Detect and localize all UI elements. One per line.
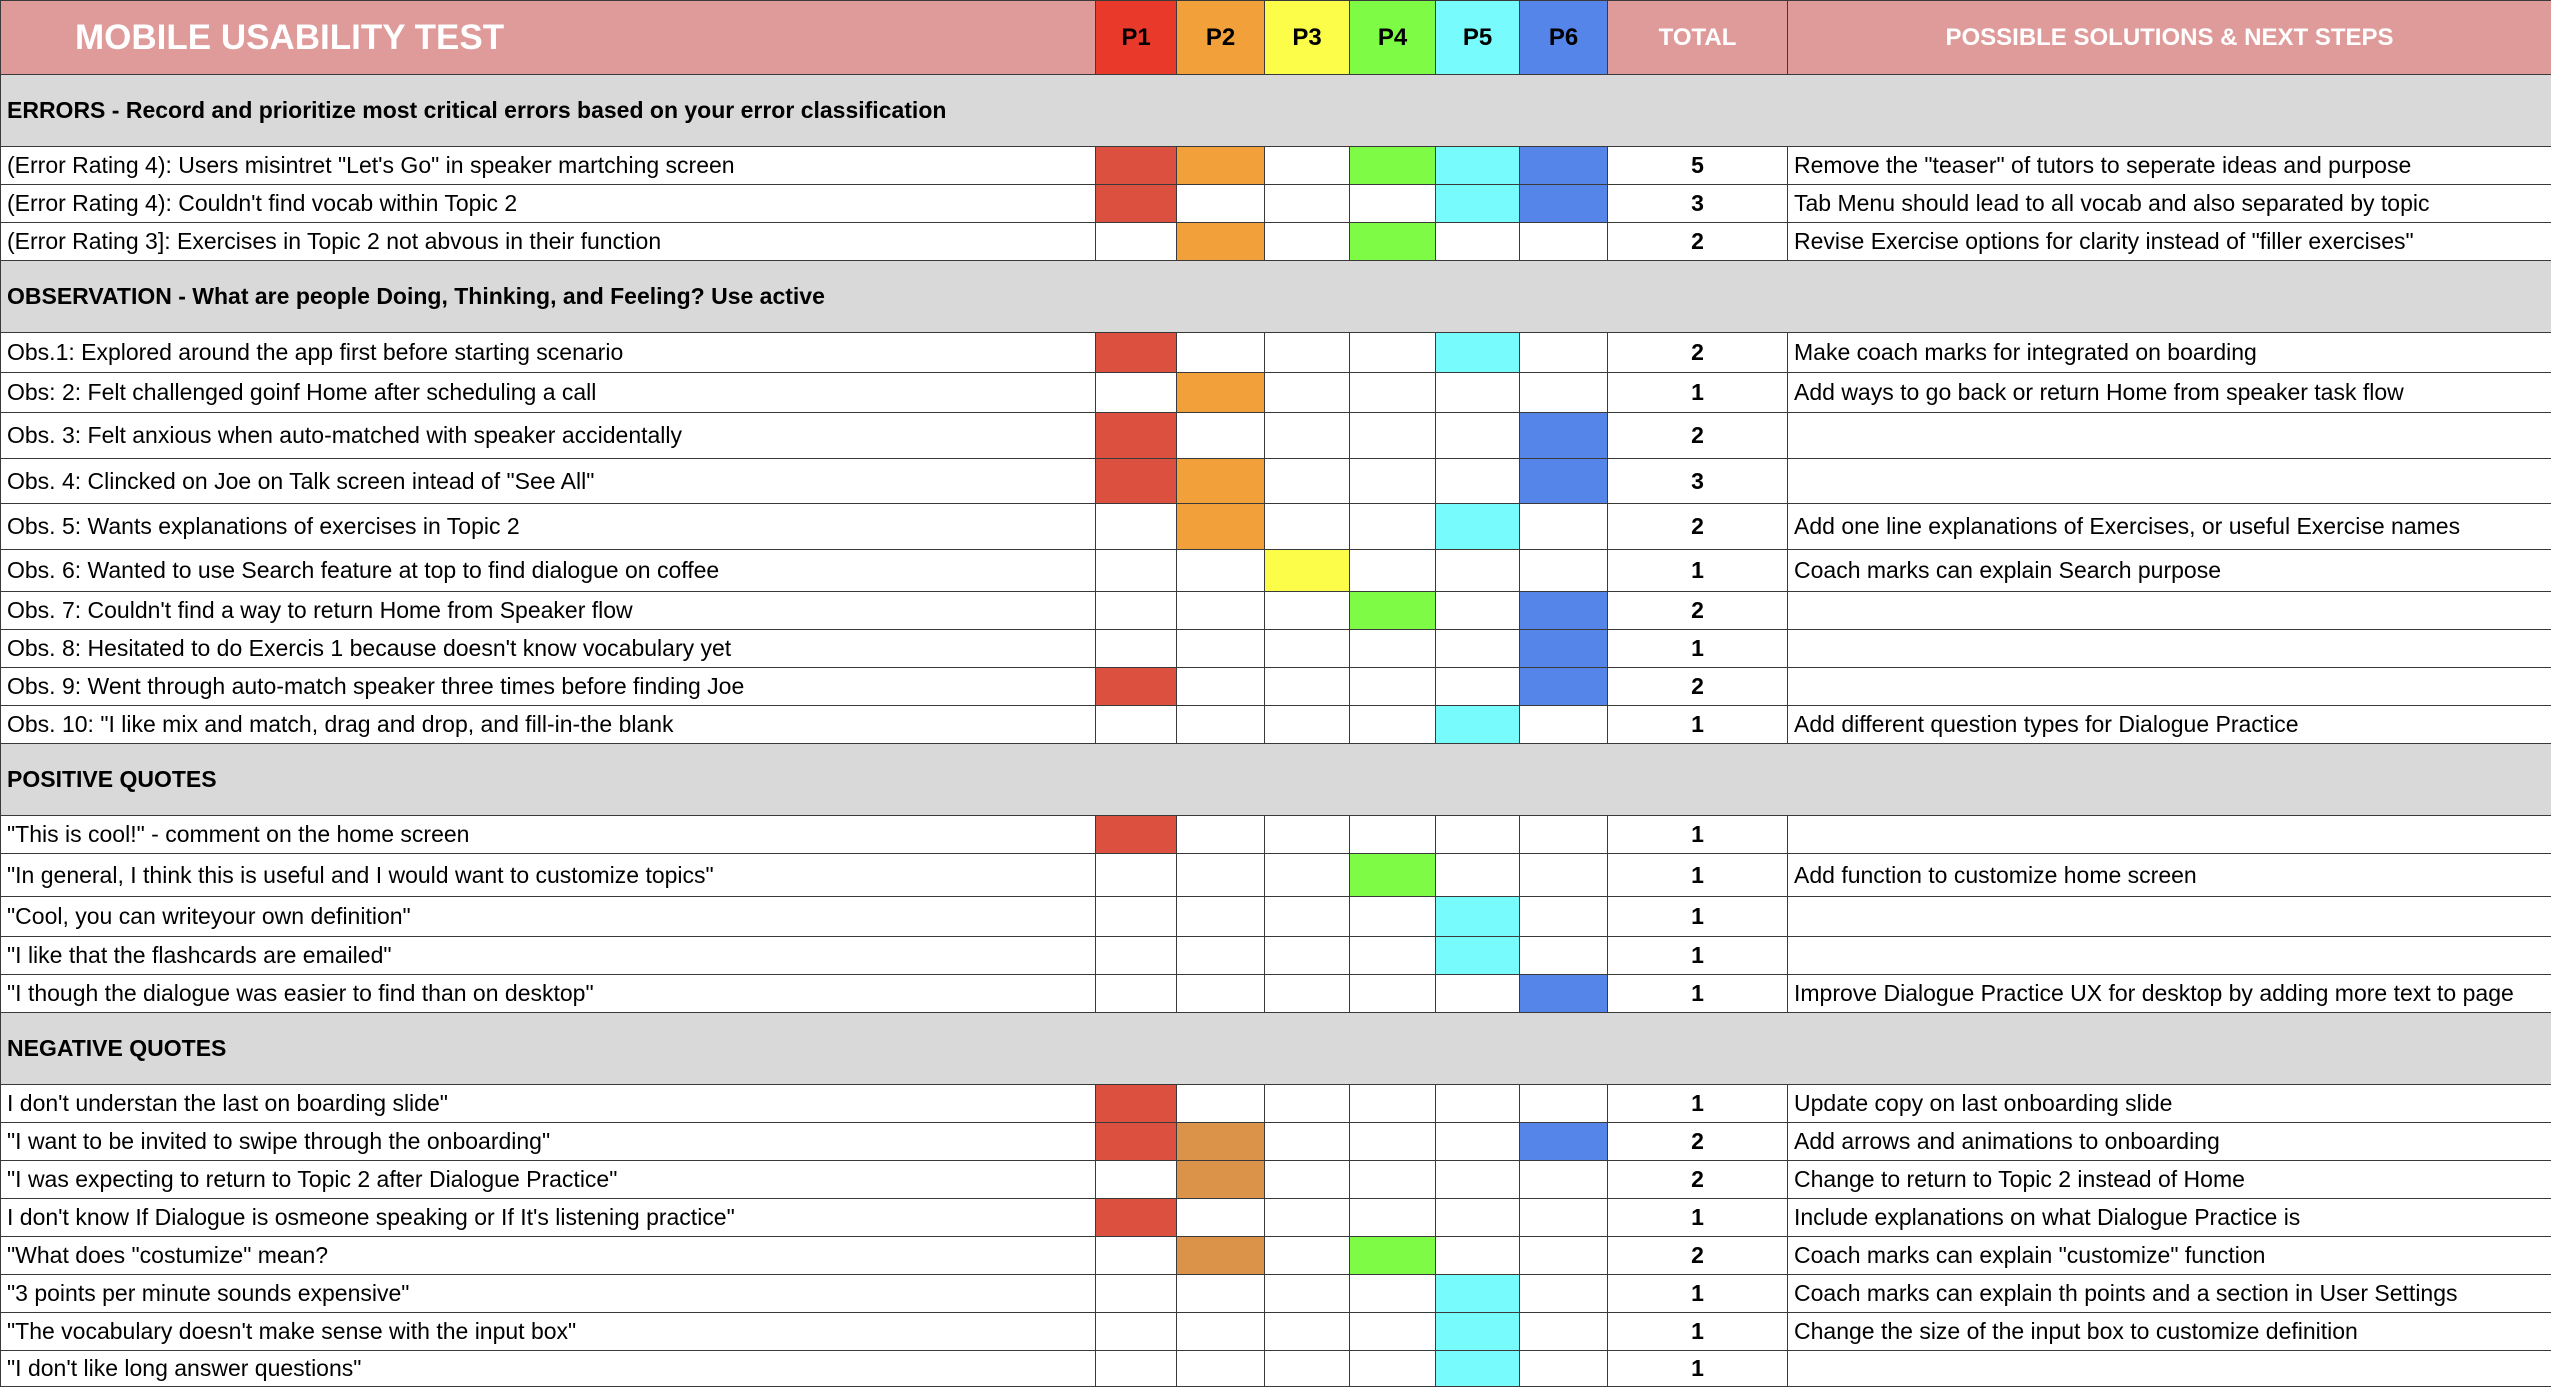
finding-cell[interactable]: Obs. 3: Felt anxious when auto-matched with speaker accidentally — [1, 413, 1096, 459]
participant-mark-p4[interactable] — [1350, 816, 1436, 854]
solution-cell[interactable]: Add arrows and animations to onboarding — [1788, 1123, 2551, 1161]
total-cell[interactable]: 1 — [1608, 1313, 1788, 1351]
participant-mark-p3[interactable] — [1265, 975, 1350, 1013]
participant-mark-p2[interactable] — [1177, 668, 1265, 706]
participant-mark-p5[interactable] — [1436, 1275, 1520, 1313]
total-cell[interactable]: 1 — [1608, 706, 1788, 744]
participant-mark-p5[interactable] — [1436, 147, 1520, 185]
participant-mark-p4[interactable] — [1350, 854, 1436, 897]
table-row — [1, 1123, 2551, 1161]
participant-mark-p3[interactable] — [1265, 937, 1350, 975]
table-row — [1, 1275, 2551, 1313]
solution-cell[interactable]: Update copy on last onboarding slide — [1788, 1085, 2551, 1123]
participant-mark-p5[interactable] — [1436, 592, 1520, 630]
participant-mark-p6[interactable] — [1520, 1275, 1608, 1313]
sheet-title: MOBILE USABILITY TEST — [1, 1, 1096, 75]
total-cell[interactable]: 1 — [1608, 937, 1788, 975]
participant-header-p1[interactable]: P1 — [1096, 1, 1177, 75]
solution-cell[interactable] — [1788, 592, 2551, 630]
total-cell[interactable]: 1 — [1608, 1275, 1788, 1313]
participant-mark-p2[interactable] — [1177, 1123, 1265, 1161]
table-row — [1, 706, 2551, 744]
participant-mark-p1[interactable] — [1096, 1085, 1177, 1123]
finding-cell[interactable]: "What does "costumize" mean? — [1, 1237, 1096, 1275]
total-cell[interactable]: 2 — [1608, 504, 1788, 550]
total-cell[interactable]: 2 — [1608, 223, 1788, 261]
participant-mark-p6[interactable] — [1520, 333, 1608, 373]
solution-cell[interactable]: Tab Menu should lead to all vocab and also separated by topic — [1788, 185, 2551, 223]
participant-mark-p1[interactable] — [1096, 854, 1177, 897]
solution-cell[interactable] — [1788, 459, 2551, 504]
participant-mark-p2[interactable] — [1177, 1237, 1265, 1275]
participant-mark-p3[interactable] — [1265, 147, 1350, 185]
finding-cell[interactable]: (Error Rating 4): Couldn't find vocab within Topic 2 — [1, 185, 1096, 223]
participant-mark-p6[interactable] — [1520, 1313, 1608, 1351]
finding-cell[interactable]: Obs: 2: Felt challenged goinf Home after scheduling a call — [1, 373, 1096, 413]
table-row — [1, 185, 2551, 223]
participant-mark-p2[interactable] — [1177, 706, 1265, 744]
participant-mark-p3[interactable] — [1265, 373, 1350, 413]
participant-mark-p6[interactable] — [1520, 630, 1608, 668]
participant-mark-p4[interactable] — [1350, 1123, 1436, 1161]
participant-mark-p6[interactable] — [1520, 1123, 1608, 1161]
participant-mark-p5[interactable] — [1436, 1161, 1520, 1199]
participant-mark-p2[interactable] — [1177, 1161, 1265, 1199]
total-cell[interactable]: 1 — [1608, 1085, 1788, 1123]
participant-mark-p1[interactable] — [1096, 1123, 1177, 1161]
participant-mark-p2[interactable] — [1177, 897, 1265, 937]
participant-mark-p4[interactable] — [1350, 373, 1436, 413]
table-row — [1, 1237, 2551, 1275]
solution-cell[interactable] — [1788, 630, 2551, 668]
participant-mark-p5[interactable] — [1436, 897, 1520, 937]
total-cell[interactable]: 2 — [1608, 1161, 1788, 1199]
solution-cell[interactable]: Coach marks can explain "customize" function — [1788, 1237, 2551, 1275]
section-row — [1, 1013, 2551, 1085]
participant-mark-p2[interactable] — [1177, 459, 1265, 504]
total-cell[interactable]: 1 — [1608, 550, 1788, 592]
total-cell[interactable]: 5 — [1608, 147, 1788, 185]
finding-cell[interactable]: "The vocabulary doesn't make sense with the input box" — [1, 1313, 1096, 1351]
participant-mark-p4[interactable] — [1350, 223, 1436, 261]
participant-header-p2[interactable]: P2 — [1177, 1, 1265, 75]
solution-cell[interactable]: Remove the "teaser" of tutors to seperate ideas and purpose — [1788, 147, 2551, 185]
participant-mark-p1[interactable] — [1096, 413, 1177, 459]
participant-mark-p4[interactable] — [1350, 333, 1436, 373]
participant-mark-p5[interactable] — [1436, 668, 1520, 706]
participant-mark-p2[interactable] — [1177, 975, 1265, 1013]
total-cell[interactable]: 2 — [1608, 1123, 1788, 1161]
participant-mark-p6[interactable] — [1520, 373, 1608, 413]
total-cell[interactable]: 2 — [1608, 668, 1788, 706]
participant-mark-p6[interactable] — [1520, 459, 1608, 504]
participant-mark-p6[interactable] — [1520, 668, 1608, 706]
participant-mark-p3[interactable] — [1265, 1237, 1350, 1275]
participant-mark-p6[interactable] — [1520, 706, 1608, 744]
participant-mark-p2[interactable] — [1177, 854, 1265, 897]
table-row — [1, 668, 2551, 706]
section-row — [1, 75, 2551, 147]
solution-cell[interactable]: Coach marks can explain Search purpose — [1788, 550, 2551, 592]
finding-cell[interactable]: Obs. 4: Clincked on Joe on Talk screen intead of "See All" — [1, 459, 1096, 504]
participant-mark-p5[interactable] — [1436, 975, 1520, 1013]
finding-cell[interactable]: "I want to be invited to swipe through the onboarding" — [1, 1123, 1096, 1161]
table-row — [1, 223, 2551, 261]
solution-cell[interactable]: Add ways to go back or return Home from speaker task flow — [1788, 373, 2551, 413]
table-row — [1, 592, 2551, 630]
solution-cell[interactable]: Make coach marks for integrated on boarding — [1788, 333, 2551, 373]
participant-mark-p1[interactable] — [1096, 816, 1177, 854]
section-title[interactable]: ERRORS - Record and prioritize most critical errors based on your error classification — [1, 75, 2551, 147]
participant-mark-p3[interactable] — [1265, 550, 1350, 592]
table-row — [1, 897, 2551, 937]
table-row — [1, 937, 2551, 975]
header-row — [1, 1, 2551, 75]
participant-mark-p1[interactable] — [1096, 147, 1177, 185]
table-row — [1, 816, 2551, 854]
participant-mark-p2[interactable] — [1177, 816, 1265, 854]
total-cell[interactable]: 1 — [1608, 373, 1788, 413]
participant-mark-p1[interactable] — [1096, 1275, 1177, 1313]
solution-cell[interactable]: Add function to customize home screen — [1788, 854, 2551, 897]
participant-mark-p5[interactable] — [1436, 1313, 1520, 1351]
participant-mark-p2[interactable] — [1177, 413, 1265, 459]
total-cell[interactable]: 1 — [1608, 1351, 1788, 1387]
participant-mark-p5[interactable] — [1436, 854, 1520, 897]
solution-cell[interactable]: Improve Dialogue Practice UX for desktop by adding more text to page — [1788, 975, 2551, 1013]
participant-mark-p1[interactable] — [1096, 1199, 1177, 1237]
section-title[interactable]: OBSERVATION - What are people Doing, Thinking, and Feeling? Use active — [1, 261, 2551, 333]
total-cell[interactable]: 1 — [1608, 897, 1788, 937]
participant-mark-p1[interactable] — [1096, 550, 1177, 592]
solution-cell[interactable] — [1788, 413, 2551, 459]
participant-mark-p2[interactable] — [1177, 1275, 1265, 1313]
participant-mark-p6[interactable] — [1520, 1351, 1608, 1387]
participant-mark-p6[interactable] — [1520, 185, 1608, 223]
participant-mark-p3[interactable] — [1265, 1161, 1350, 1199]
participant-header-p3[interactable]: P3 — [1265, 1, 1350, 75]
participant-mark-p6[interactable] — [1520, 1199, 1608, 1237]
participant-mark-p6[interactable] — [1520, 975, 1608, 1013]
table-row — [1, 147, 2551, 185]
participant-mark-p4[interactable] — [1350, 1085, 1436, 1123]
participant-header-p6[interactable]: P6 — [1520, 1, 1608, 75]
total-cell[interactable]: 3 — [1608, 185, 1788, 223]
solution-cell[interactable]: Add different question types for Dialogue Practice — [1788, 706, 2551, 744]
participant-mark-p2[interactable] — [1177, 1085, 1265, 1123]
participant-mark-p5[interactable] — [1436, 550, 1520, 592]
finding-cell[interactable]: "In general, I think this is useful and I would want to customize topics" — [1, 854, 1096, 897]
participant-mark-p2[interactable] — [1177, 1313, 1265, 1351]
participant-mark-p3[interactable] — [1265, 668, 1350, 706]
finding-cell[interactable]: "This is cool!" - comment on the home screen — [1, 816, 1096, 854]
participant-mark-p3[interactable] — [1265, 630, 1350, 668]
table-row — [1, 1313, 2551, 1351]
participant-mark-p1[interactable] — [1096, 937, 1177, 975]
participant-mark-p6[interactable] — [1520, 816, 1608, 854]
participant-mark-p1[interactable] — [1096, 185, 1177, 223]
participant-mark-p4[interactable] — [1350, 1275, 1436, 1313]
participant-mark-p5[interactable] — [1436, 1123, 1520, 1161]
solution-cell[interactable]: Change the size of the input box to customize definition — [1788, 1313, 2551, 1351]
participant-mark-p2[interactable] — [1177, 333, 1265, 373]
participant-mark-p2[interactable] — [1177, 373, 1265, 413]
participant-mark-p3[interactable] — [1265, 1275, 1350, 1313]
participant-mark-p4[interactable] — [1350, 975, 1436, 1013]
participant-mark-p5[interactable] — [1436, 630, 1520, 668]
participant-mark-p1[interactable] — [1096, 1237, 1177, 1275]
table-row — [1, 630, 2551, 668]
finding-cell[interactable]: Obs. 7: Couldn't find a way to return Home from Speaker flow — [1, 592, 1096, 630]
sheet-body — [1, 75, 2551, 1387]
finding-cell[interactable]: "3 points per minute sounds expensive" — [1, 1275, 1096, 1313]
participant-mark-p2[interactable] — [1177, 937, 1265, 975]
table-row — [1, 550, 2551, 592]
participant-mark-p6[interactable] — [1520, 147, 1608, 185]
finding-cell[interactable]: Obs.1: Explored around the app first before starting scenario — [1, 333, 1096, 373]
participant-mark-p5[interactable] — [1436, 504, 1520, 550]
participant-mark-p2[interactable] — [1177, 550, 1265, 592]
participant-mark-p3[interactable] — [1265, 1123, 1350, 1161]
participant-mark-p4[interactable] — [1350, 668, 1436, 706]
participant-mark-p1[interactable] — [1096, 897, 1177, 937]
participant-mark-p4[interactable] — [1350, 550, 1436, 592]
participant-mark-p6[interactable] — [1520, 1237, 1608, 1275]
participant-mark-p1[interactable] — [1096, 975, 1177, 1013]
table-row — [1, 1351, 2551, 1387]
table-row — [1, 1199, 2551, 1237]
participant-mark-p4[interactable] — [1350, 1313, 1436, 1351]
solution-cell[interactable] — [1788, 668, 2551, 706]
section-row — [1, 744, 2551, 816]
participant-mark-p5[interactable] — [1436, 816, 1520, 854]
solution-cell[interactable]: Change to return to Topic 2 instead of Home — [1788, 1161, 2551, 1199]
participant-mark-p1[interactable] — [1096, 373, 1177, 413]
total-cell[interactable]: 1 — [1608, 1199, 1788, 1237]
finding-cell[interactable]: I don't know If Dialogue is osmeone speaking or If It's listening practice" — [1, 1199, 1096, 1237]
participant-mark-p3[interactable] — [1265, 854, 1350, 897]
section-title[interactable]: NEGATIVE QUOTES — [1, 1013, 2551, 1085]
participant-mark-p5[interactable] — [1436, 373, 1520, 413]
solution-cell[interactable]: Revise Exercise options for clarity instead of "filler exercises" — [1788, 223, 2551, 261]
participant-header-p4[interactable]: P4 — [1350, 1, 1436, 75]
total-header[interactable]: TOTAL — [1608, 1, 1788, 75]
participant-mark-p6[interactable] — [1520, 413, 1608, 459]
table-row — [1, 854, 2551, 897]
finding-cell[interactable]: Obs. 9: Went through auto-match speaker three times before finding Joe — [1, 668, 1096, 706]
table-row — [1, 504, 2551, 550]
participant-mark-p1[interactable] — [1096, 223, 1177, 261]
finding-cell[interactable]: "I don't like long answer questions" — [1, 1351, 1096, 1387]
participant-mark-p1[interactable] — [1096, 592, 1177, 630]
participant-mark-p1[interactable] — [1096, 1313, 1177, 1351]
participant-mark-p5[interactable] — [1436, 333, 1520, 373]
total-cell[interactable]: 1 — [1608, 816, 1788, 854]
participant-mark-p2[interactable] — [1177, 185, 1265, 223]
total-cell[interactable]: 2 — [1608, 333, 1788, 373]
participant-mark-p4[interactable] — [1350, 413, 1436, 459]
participant-mark-p3[interactable] — [1265, 706, 1350, 744]
participant-mark-p6[interactable] — [1520, 504, 1608, 550]
solution-cell[interactable] — [1788, 937, 2551, 975]
participant-mark-p4[interactable] — [1350, 937, 1436, 975]
section-row — [1, 261, 2551, 333]
participant-mark-p3[interactable] — [1265, 816, 1350, 854]
participant-mark-p6[interactable] — [1520, 1161, 1608, 1199]
participant-mark-p4[interactable] — [1350, 1351, 1436, 1387]
participant-mark-p6[interactable] — [1520, 897, 1608, 937]
finding-cell[interactable]: Obs. 10: "I like mix and match, drag and drop, and fill-in-the blank — [1, 706, 1096, 744]
participant-mark-p3[interactable] — [1265, 592, 1350, 630]
total-cell[interactable]: 1 — [1608, 630, 1788, 668]
participant-mark-p6[interactable] — [1520, 550, 1608, 592]
participant-mark-p3[interactable] — [1265, 413, 1350, 459]
participant-mark-p4[interactable] — [1350, 147, 1436, 185]
participant-mark-p5[interactable] — [1436, 223, 1520, 261]
participant-mark-p5[interactable] — [1436, 706, 1520, 744]
participant-mark-p3[interactable] — [1265, 459, 1350, 504]
participant-mark-p3[interactable] — [1265, 897, 1350, 937]
participant-mark-p3[interactable] — [1265, 1199, 1350, 1237]
participant-mark-p2[interactable] — [1177, 1199, 1265, 1237]
table-row — [1, 1085, 2551, 1123]
participant-mark-p2[interactable] — [1177, 1351, 1265, 1387]
participant-mark-p4[interactable] — [1350, 459, 1436, 504]
participant-mark-p4[interactable] — [1350, 706, 1436, 744]
finding-cell[interactable]: "Cool, you can writeyour own definition" — [1, 897, 1096, 937]
solution-cell[interactable] — [1788, 1351, 2551, 1387]
participant-mark-p3[interactable] — [1265, 1351, 1350, 1387]
participant-mark-p4[interactable] — [1350, 1237, 1436, 1275]
total-cell[interactable]: 2 — [1608, 1237, 1788, 1275]
finding-cell[interactable]: "I though the dialogue was easier to find than on desktop" — [1, 975, 1096, 1013]
finding-cell[interactable]: Obs. 6: Wanted to use Search feature at top to find dialogue on coffee — [1, 550, 1096, 592]
participant-mark-p1[interactable] — [1096, 1161, 1177, 1199]
participant-mark-p1[interactable] — [1096, 630, 1177, 668]
participant-mark-p3[interactable] — [1265, 223, 1350, 261]
participant-mark-p6[interactable] — [1520, 854, 1608, 897]
finding-cell[interactable]: (Error Rating 3]: Exercises in Topic 2 not abvous in their function — [1, 223, 1096, 261]
participant-mark-p5[interactable] — [1436, 459, 1520, 504]
participant-mark-p6[interactable] — [1520, 592, 1608, 630]
table-row — [1, 975, 2551, 1013]
participant-mark-p3[interactable] — [1265, 504, 1350, 550]
participant-mark-p4[interactable] — [1350, 897, 1436, 937]
participant-mark-p1[interactable] — [1096, 1351, 1177, 1387]
total-cell[interactable]: 1 — [1608, 854, 1788, 897]
solution-cell[interactable]: Coach marks can explain th points and a section in User Settings — [1788, 1275, 2551, 1313]
participant-mark-p4[interactable] — [1350, 630, 1436, 668]
participant-mark-p4[interactable] — [1350, 504, 1436, 550]
participant-mark-p2[interactable] — [1177, 630, 1265, 668]
table-row — [1, 459, 2551, 504]
participant-mark-p3[interactable] — [1265, 333, 1350, 373]
participant-mark-p6[interactable] — [1520, 937, 1608, 975]
participant-mark-p5[interactable] — [1436, 1237, 1520, 1275]
finding-cell[interactable]: Obs. 8: Hesitated to do Exercis 1 because doesn't know vocabulary yet — [1, 630, 1096, 668]
solutions-header[interactable]: POSSIBLE SOLUTIONS & NEXT STEPS — [1788, 1, 2551, 75]
participant-mark-p4[interactable] — [1350, 592, 1436, 630]
finding-cell[interactable]: Obs. 5: Wants explanations of exercises in Topic 2 — [1, 504, 1096, 550]
participant-mark-p6[interactable] — [1520, 223, 1608, 261]
participant-mark-p5[interactable] — [1436, 1085, 1520, 1123]
participant-mark-p1[interactable] — [1096, 706, 1177, 744]
finding-cell[interactable]: "I like that the flashcards are emailed" — [1, 937, 1096, 975]
participant-mark-p1[interactable] — [1096, 459, 1177, 504]
section-title[interactable]: POSITIVE QUOTES — [1, 744, 2551, 816]
participant-mark-p2[interactable] — [1177, 223, 1265, 261]
finding-cell[interactable]: "I was expecting to return to Topic 2 after Dialogue Practice" — [1, 1161, 1096, 1199]
finding-cell[interactable]: (Error Rating 4): Users misintret "Let's Go" in speaker martching screen — [1, 147, 1096, 185]
table-row — [1, 413, 2551, 459]
total-cell[interactable]: 1 — [1608, 975, 1788, 1013]
participant-mark-p2[interactable] — [1177, 504, 1265, 550]
total-cell[interactable]: 2 — [1608, 592, 1788, 630]
participant-header-p5[interactable]: P5 — [1436, 1, 1520, 75]
participant-mark-p5[interactable] — [1436, 185, 1520, 223]
participant-mark-p6[interactable] — [1520, 1085, 1608, 1123]
participant-mark-p3[interactable] — [1265, 1313, 1350, 1351]
participant-mark-p5[interactable] — [1436, 413, 1520, 459]
table-row — [1, 373, 2551, 413]
participant-mark-p5[interactable] — [1436, 1199, 1520, 1237]
finding-cell[interactable]: I don't understan the last on boarding slide" — [1, 1085, 1096, 1123]
total-cell[interactable]: 2 — [1608, 413, 1788, 459]
participant-mark-p5[interactable] — [1436, 937, 1520, 975]
participant-mark-p3[interactable] — [1265, 1085, 1350, 1123]
participant-mark-p4[interactable] — [1350, 1161, 1436, 1199]
solution-cell[interactable]: Include explanations on what Dialogue Practice is — [1788, 1199, 2551, 1237]
participant-mark-p3[interactable] — [1265, 185, 1350, 223]
participant-mark-p4[interactable] — [1350, 1199, 1436, 1237]
participant-mark-p1[interactable] — [1096, 668, 1177, 706]
table-row — [1, 1161, 2551, 1199]
participant-mark-p1[interactable] — [1096, 504, 1177, 550]
participant-mark-p2[interactable] — [1177, 147, 1265, 185]
solution-cell[interactable]: Add one line explanations of Exercises, or useful Exercise names — [1788, 504, 2551, 550]
table-row — [1, 333, 2551, 373]
solution-cell[interactable] — [1788, 816, 2551, 854]
solution-cell[interactable] — [1788, 897, 2551, 937]
participant-mark-p4[interactable] — [1350, 185, 1436, 223]
participant-mark-p5[interactable] — [1436, 1351, 1520, 1387]
participant-mark-p2[interactable] — [1177, 592, 1265, 630]
participant-mark-p1[interactable] — [1096, 333, 1177, 373]
total-cell[interactable]: 3 — [1608, 459, 1788, 504]
